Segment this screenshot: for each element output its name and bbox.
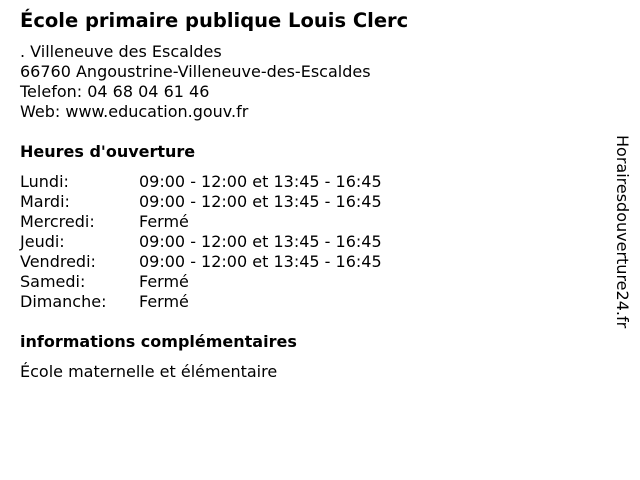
day-label: Lundi: bbox=[20, 172, 69, 191]
day-label: Dimanche: bbox=[20, 292, 107, 311]
day-hours: Fermé bbox=[139, 272, 189, 291]
day-hours: 09:00 - 12:00 et 13:45 - 16:45 bbox=[139, 252, 382, 271]
day-hours: Fermé bbox=[139, 212, 189, 231]
school-name-title: École primaire publique Louis Clerc bbox=[20, 9, 409, 32]
day-label: Vendredi: bbox=[20, 252, 96, 271]
day-hours: Fermé bbox=[139, 292, 189, 311]
hours-row-wednesday bbox=[20, 212, 600, 232]
day-label: Mercredi: bbox=[20, 212, 95, 231]
hours-row-friday bbox=[20, 252, 600, 272]
hours-row-tuesday bbox=[20, 192, 600, 212]
hours-row-sunday bbox=[20, 292, 600, 312]
web-line: Web: www.education.gouv.fr bbox=[20, 102, 249, 121]
day-hours: 09:00 - 12:00 et 13:45 - 16:45 bbox=[139, 172, 382, 191]
day-label: Mardi: bbox=[20, 192, 70, 211]
address-city: 66760 Angoustrine-Villeneuve-des-Escaldes bbox=[20, 62, 371, 81]
opening-hours-list bbox=[20, 172, 600, 312]
contact-block bbox=[20, 42, 600, 122]
additional-info-text: École maternelle et élémentaire bbox=[20, 362, 278, 381]
day-hours: 09:00 - 12:00 et 13:45 - 16:45 bbox=[139, 232, 382, 251]
additional-info-title: informations complémentaires bbox=[20, 332, 297, 351]
opening-hours-title: Heures d'ouverture bbox=[20, 142, 196, 161]
hours-row-thursday bbox=[20, 232, 600, 252]
hours-row-saturday bbox=[20, 272, 600, 292]
site-watermark: Horairesdouverture24.fr bbox=[613, 135, 632, 329]
address-street: . Villeneuve des Escaldes bbox=[20, 42, 222, 61]
day-hours: 09:00 - 12:00 et 13:45 - 16:45 bbox=[139, 192, 382, 211]
day-label: Jeudi: bbox=[20, 232, 65, 251]
day-label: Samedi: bbox=[20, 272, 86, 291]
phone-line: Telefon: 04 68 04 61 46 bbox=[20, 82, 210, 101]
hours-row-monday bbox=[20, 172, 600, 192]
school-info-card bbox=[20, 8, 600, 382]
